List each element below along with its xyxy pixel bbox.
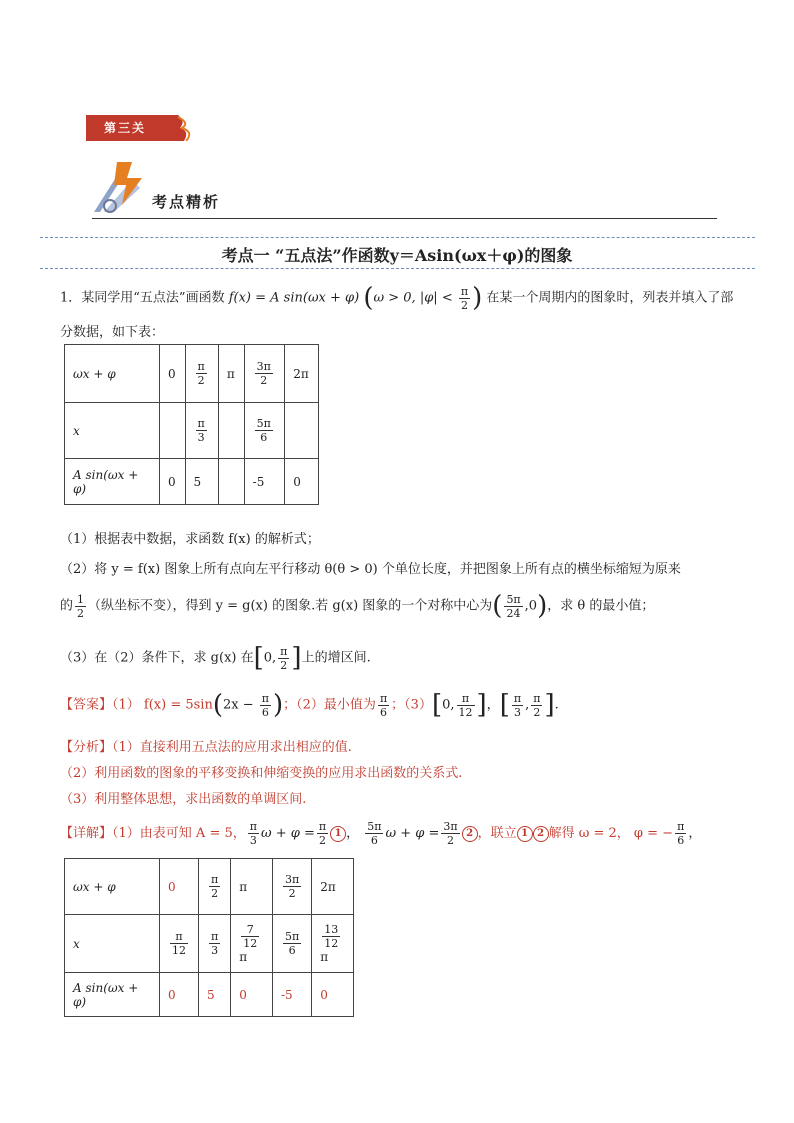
- table-cell: x: [65, 403, 160, 459]
- table-cell: -5: [273, 973, 312, 1017]
- table-cell: x: [65, 915, 160, 973]
- fraction: $\frac{5\pi}{24}$: [506, 592, 521, 620]
- detail-text: ，: [688, 826, 702, 841]
- table-cell: 0: [160, 345, 186, 403]
- problem-condition: ω > 0, |φ| <: [373, 290, 453, 306]
- question-3: （3）在（2）条件下，求 g(x) 在[0, $\frac{\pi}{2}$ ]上的增区间.: [60, 643, 371, 673]
- table-cell: π: [218, 345, 244, 403]
- section-label: 考点精析: [152, 193, 221, 211]
- table-cell: $\frac{13}{12}$ π: [312, 915, 354, 973]
- answer-line: 【答案】（1） f(x) = 5sin(2x − $\frac{\pi}{6}$ )；（2）最小值为 $\frac{\pi}{6}$ ；（3）[0, $\frac{\pi}{12}$ ]，[ $\frac{\pi}{3}$ , $\frac{\pi}{2}$ ].: [60, 690, 559, 720]
- answer-text: ；（3）: [391, 697, 432, 713]
- dashed-divider-bottom: [40, 268, 755, 269]
- table-cell: 2π: [312, 859, 354, 915]
- table-cell: ωx + φ: [65, 345, 160, 403]
- answer-text: ；（2）最小值为: [283, 697, 376, 713]
- data-table-given: [64, 344, 319, 505]
- q2b-text: 的: [60, 598, 74, 614]
- table-cell: 0: [285, 459, 319, 505]
- detail-text: 解得 ω = 2， φ = −: [548, 826, 674, 841]
- table-cell: 0: [312, 973, 354, 1017]
- analysis-text: （1）直接利用五点法的应用求出相应的值.: [112, 740, 352, 755]
- table-cell: $\frac{3\pi}{2}$: [273, 859, 312, 915]
- problem-text-2: 在某一个周期内的图象时，列表并填入了部: [486, 290, 734, 306]
- question-2a: （2）将 y = f(x) 图象上所有点向左平行移动 θ(θ > 0) 个单位长度，并把图象上所有点的横坐标缩短为原来: [60, 562, 681, 577]
- table-cell: $\frac{7}{12}$ π: [231, 915, 273, 973]
- problem-line-2: 分数据，如下表：: [60, 325, 165, 340]
- circled-1: 1: [330, 826, 346, 842]
- table-cell: -5: [244, 459, 285, 505]
- detail-text: （1）由表可知 A = 5，: [112, 826, 246, 841]
- table-cell: $\frac{\pi}{2}$: [199, 859, 231, 915]
- table-cell: [218, 459, 244, 505]
- topic-title: 考点一 “五点法”作函数y＝Asin(ωx＋φ)的图象: [221, 246, 573, 265]
- table-cell: 0: [231, 973, 273, 1017]
- fraction: $\frac{\pi}{2}$: [460, 284, 469, 312]
- table-cell: $\frac{3\pi}{2}$: [244, 345, 285, 403]
- dashed-divider-top: [40, 237, 755, 238]
- table-cell: π: [231, 859, 273, 915]
- question-1: （1）根据表中数据，求函数 f(x) 的解析式；: [60, 532, 320, 547]
- table-cell: $\frac{\pi}{12}$: [160, 915, 199, 973]
- table-cell: $\frac{\pi}{3}$: [185, 403, 218, 459]
- answer-tag: 【答案】: [60, 697, 113, 713]
- table-cell: A sin(ωx + φ): [65, 973, 160, 1017]
- detail-text: ，联立: [477, 826, 517, 841]
- table-cell: 0: [160, 459, 186, 505]
- analysis-tag: 【分析】: [60, 740, 113, 755]
- table-cell: $\frac{\pi}{2}$: [185, 345, 218, 403]
- table-cell: $\frac{5\pi}{6}$: [273, 915, 312, 973]
- problem-formula: f(x) = A sin(ωx + φ): [228, 290, 360, 306]
- detail-line: 【详解】（1）由表可知 A = 5， $\frac{\pi}{3}$ ω + φ = $\frac{\pi}{2}$ 1 ， $\frac{5\pi}{6}$ ω + φ = $\frac{3\pi}{2}$ 2 ，联立 1 2 解得 ω = 2， φ = − $\frac{\pi}{6}$ ，: [60, 820, 702, 847]
- divider: [92, 218, 717, 219]
- table-cell: $\frac{5\pi}{6}$: [244, 403, 285, 459]
- analysis-line-3: （3）利用整体思想，求出函数的单调区间.: [60, 792, 307, 807]
- q3-text: （3）在（2）条件下，求 g(x) 在: [60, 650, 254, 666]
- detail-eq: ω + φ =: [385, 826, 440, 841]
- ruler-compass-icon: [92, 160, 152, 219]
- badge-label: 第三关: [104, 121, 147, 135]
- analysis-line-2: （2）利用函数的图象的平移变换和伸缩变换的应用求出函数的关系式.: [60, 766, 463, 781]
- table-cell: A sin(ωx + φ): [65, 459, 160, 505]
- problem-line-1: 1．某同学用“五点法”画函数 f(x) = A sin(ωx + φ) (ω > 0, |φ| < $\frac{\pi}{2}$ ) 在某一个周期内的图象时，列表并填入了部: [60, 283, 734, 313]
- fraction: $\frac{\pi}{2}$: [280, 644, 288, 672]
- fraction: $\frac{1}{2}$: [77, 592, 85, 620]
- circled-2: 2: [462, 826, 478, 842]
- q2b-text: （纵坐标不变），得到 y = g(x) 的图象.若 g(x) 图象的一个对称中心为: [88, 598, 493, 614]
- table-cell: 5: [185, 459, 218, 505]
- detail-tag: 【详解】: [60, 826, 113, 841]
- table-cell: ωx + φ: [65, 859, 160, 915]
- table-cell: [218, 403, 244, 459]
- table-cell: 0: [160, 859, 199, 915]
- data-table-solution: [64, 858, 354, 1017]
- answer-text: （1） f(x) = 5sin: [112, 697, 213, 713]
- detail-eq: ω + φ =: [260, 826, 315, 841]
- q3-text: 上的增区间.: [301, 650, 371, 666]
- table-cell: [160, 403, 186, 459]
- table-cell: 5: [199, 973, 231, 1017]
- problem-text: 1．某同学用“五点法”画函数: [60, 290, 225, 306]
- q2b-text: ，求 θ 的最小值；: [547, 598, 655, 614]
- table-cell: 0: [160, 973, 199, 1017]
- question-2b: 的 $\frac{1}{2}$ （纵坐标不变），得到 y = g(x) 的图象.若 g(x) 图象的一个对称中心为( $\frac{5\pi}{24}$ ,0)，求 θ 的最小值；: [60, 591, 655, 621]
- table-cell: [285, 403, 319, 459]
- table-cell: 2π: [285, 345, 319, 403]
- analysis-line-1: [60, 736, 352, 755]
- table-cell: $\frac{\pi}{3}$: [199, 915, 231, 973]
